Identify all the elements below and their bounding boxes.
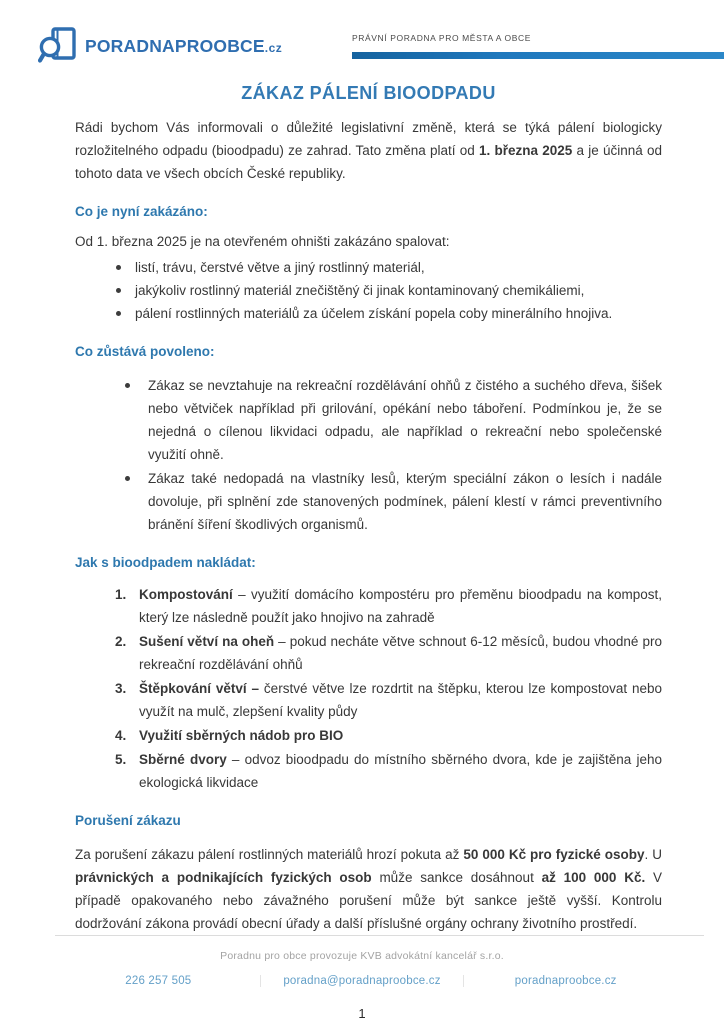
- footer-contacts: [57, 975, 667, 987]
- list-item-text: pálení rostlinných materiálů za účelem získání popela coby minerálního hnojiva.: [135, 306, 613, 321]
- header-right: [352, 26, 724, 59]
- allowed-list: [75, 374, 662, 536]
- logo: [38, 26, 352, 66]
- footer-website[interactable]: poradnaproobce.cz: [463, 975, 667, 987]
- brand-text: PORADNAPROOBCE: [85, 35, 265, 56]
- footer-divider: [55, 935, 704, 936]
- list-item-text: Zákaz se nevztahuje na rekreační rozdělávání ohňů z čistého a suchého dřeva, šišek nebo větviček například při grilování, opékání nebo táboření. Podmínkou je, že se nejedná o cílenou likvidaci odpadu, ale například o rekreační nebo společenské využití ohně.: [148, 378, 662, 462]
- header-tagline: PRÁVNÍ PORADNA PRO MĚSTA A OBCE: [352, 33, 532, 43]
- bullet-icon: [116, 311, 121, 316]
- numbered-item-lead: Sběrné dvory: [139, 752, 227, 767]
- intro-paragraph: Rádi bychom Vás informovali o důležité legislativní změně, která se týká pálení biologicky rozložitelného odpadu (bioodpadu) ze zahrad. Tato změna platí od 1. března 2025 a je účinná od tohoto data ve všech obcích České republiky.: [75, 120, 662, 181]
- section-heading-handling: Jak s bioodpadem nakládat:: [75, 555, 256, 570]
- list-item: [120, 467, 662, 536]
- numbered-item-lead: Kompostování: [139, 587, 233, 602]
- brand-tld: .cz: [264, 40, 283, 55]
- bullet-icon: [116, 288, 121, 293]
- document-body: [0, 66, 724, 935]
- page-number: 1: [358, 1006, 366, 1021]
- bullet-icon: [125, 476, 130, 481]
- list-item-text: jakýkoliv rostlinný materiál znečištěný či jinak kontaminovaný chemikáliemi,: [135, 283, 585, 298]
- section-heading-banned: Co je nyní zakázáno:: [75, 204, 208, 219]
- list-item-text: listí, trávu, čerstvé větve a jiný rostlinný materiál,: [135, 260, 425, 275]
- banned-lead-paragraph: Od 1. března 2025 je na otevřeném ohništi zakázáno spalovat:: [75, 234, 450, 249]
- numbered-item: [139, 583, 662, 629]
- section-heading-allowed: Co zůstává povoleno:: [75, 344, 215, 359]
- list-item: [113, 256, 662, 279]
- list-item: [120, 374, 662, 466]
- footer-phone[interactable]: 226 257 505: [125, 975, 192, 987]
- violation-paragraph: Za porušení zákazu pálení rostlinných materiálů hrozí pokuta až 50 000 Kč pro fyzické osoby. U právnických a podnikajících fyzických osob může sankce dosáhnout až 100 000 Kč. V případě opakovaného nebo závažného porušení může být sankce ještě vyšší. Kontrolu dodržování zákona provádí obecní úřady a další příslušné orgány ochrany životního prostředí.: [75, 847, 662, 931]
- header-rule: [352, 52, 724, 59]
- list-item: [113, 302, 662, 325]
- footer-email[interactable]: poradna@poradnaproobce.cz: [260, 975, 464, 987]
- numbered-item-rest: – využití domácího kompostéru pro přeměnu bioodpadu na kompost, který lze následně použít jako hnojivo na zahradě: [139, 587, 662, 625]
- numbered-item: [139, 748, 662, 794]
- brand-name: [85, 36, 282, 57]
- bullet-icon: [125, 383, 130, 388]
- numbered-item-rest: – pokud necháte větve schnout 6-12 měsíců, budou vhodné pro rekreační rozdělávání ohňů: [139, 634, 662, 672]
- numbered-item-rest: čerstvé větve lze rozdrtit na štěpku, kterou lze kompostovat nebo využít na mulč, zlepšení kvality půdy: [139, 681, 662, 719]
- numbered-item-lead: Využití sběrných nádob pro BIO: [139, 728, 344, 743]
- page-title: ZÁKAZ PÁLENÍ BIOODPADU: [241, 83, 496, 103]
- footer: [0, 935, 724, 1024]
- list-item: [113, 279, 662, 302]
- magnifier-book-icon: [38, 26, 78, 66]
- header: [0, 0, 724, 66]
- numbered-item: [139, 630, 662, 676]
- numbered-item: [139, 724, 662, 747]
- section-heading-violation: Porušení zákazu: [75, 813, 181, 828]
- numbered-item-lead: Štěpkování větví –: [139, 681, 260, 696]
- numbered-item-lead: Sušení větví na oheň: [139, 634, 275, 649]
- footer-provider: Poradnu pro obce provozuje KVB advokátní kancelář s.r.o.: [220, 950, 504, 962]
- banned-list: [75, 256, 662, 325]
- handling-list: [75, 583, 662, 794]
- numbered-item-rest: – odvoz bioodpadu do místního sběrného dvora, kde je zajištěna jeho ekologická likvidace: [139, 752, 662, 790]
- bullet-icon: [116, 265, 121, 270]
- numbered-item: [139, 677, 662, 723]
- list-item-text: Zákaz také nedopadá na vlastníky lesů, kterým speciální zákon o lesích i nadále dovoluje, při splnění zde stanovených podmínek, pálení klestí v rámci preventivního bránění šíření škodlivých organismů.: [148, 471, 662, 532]
